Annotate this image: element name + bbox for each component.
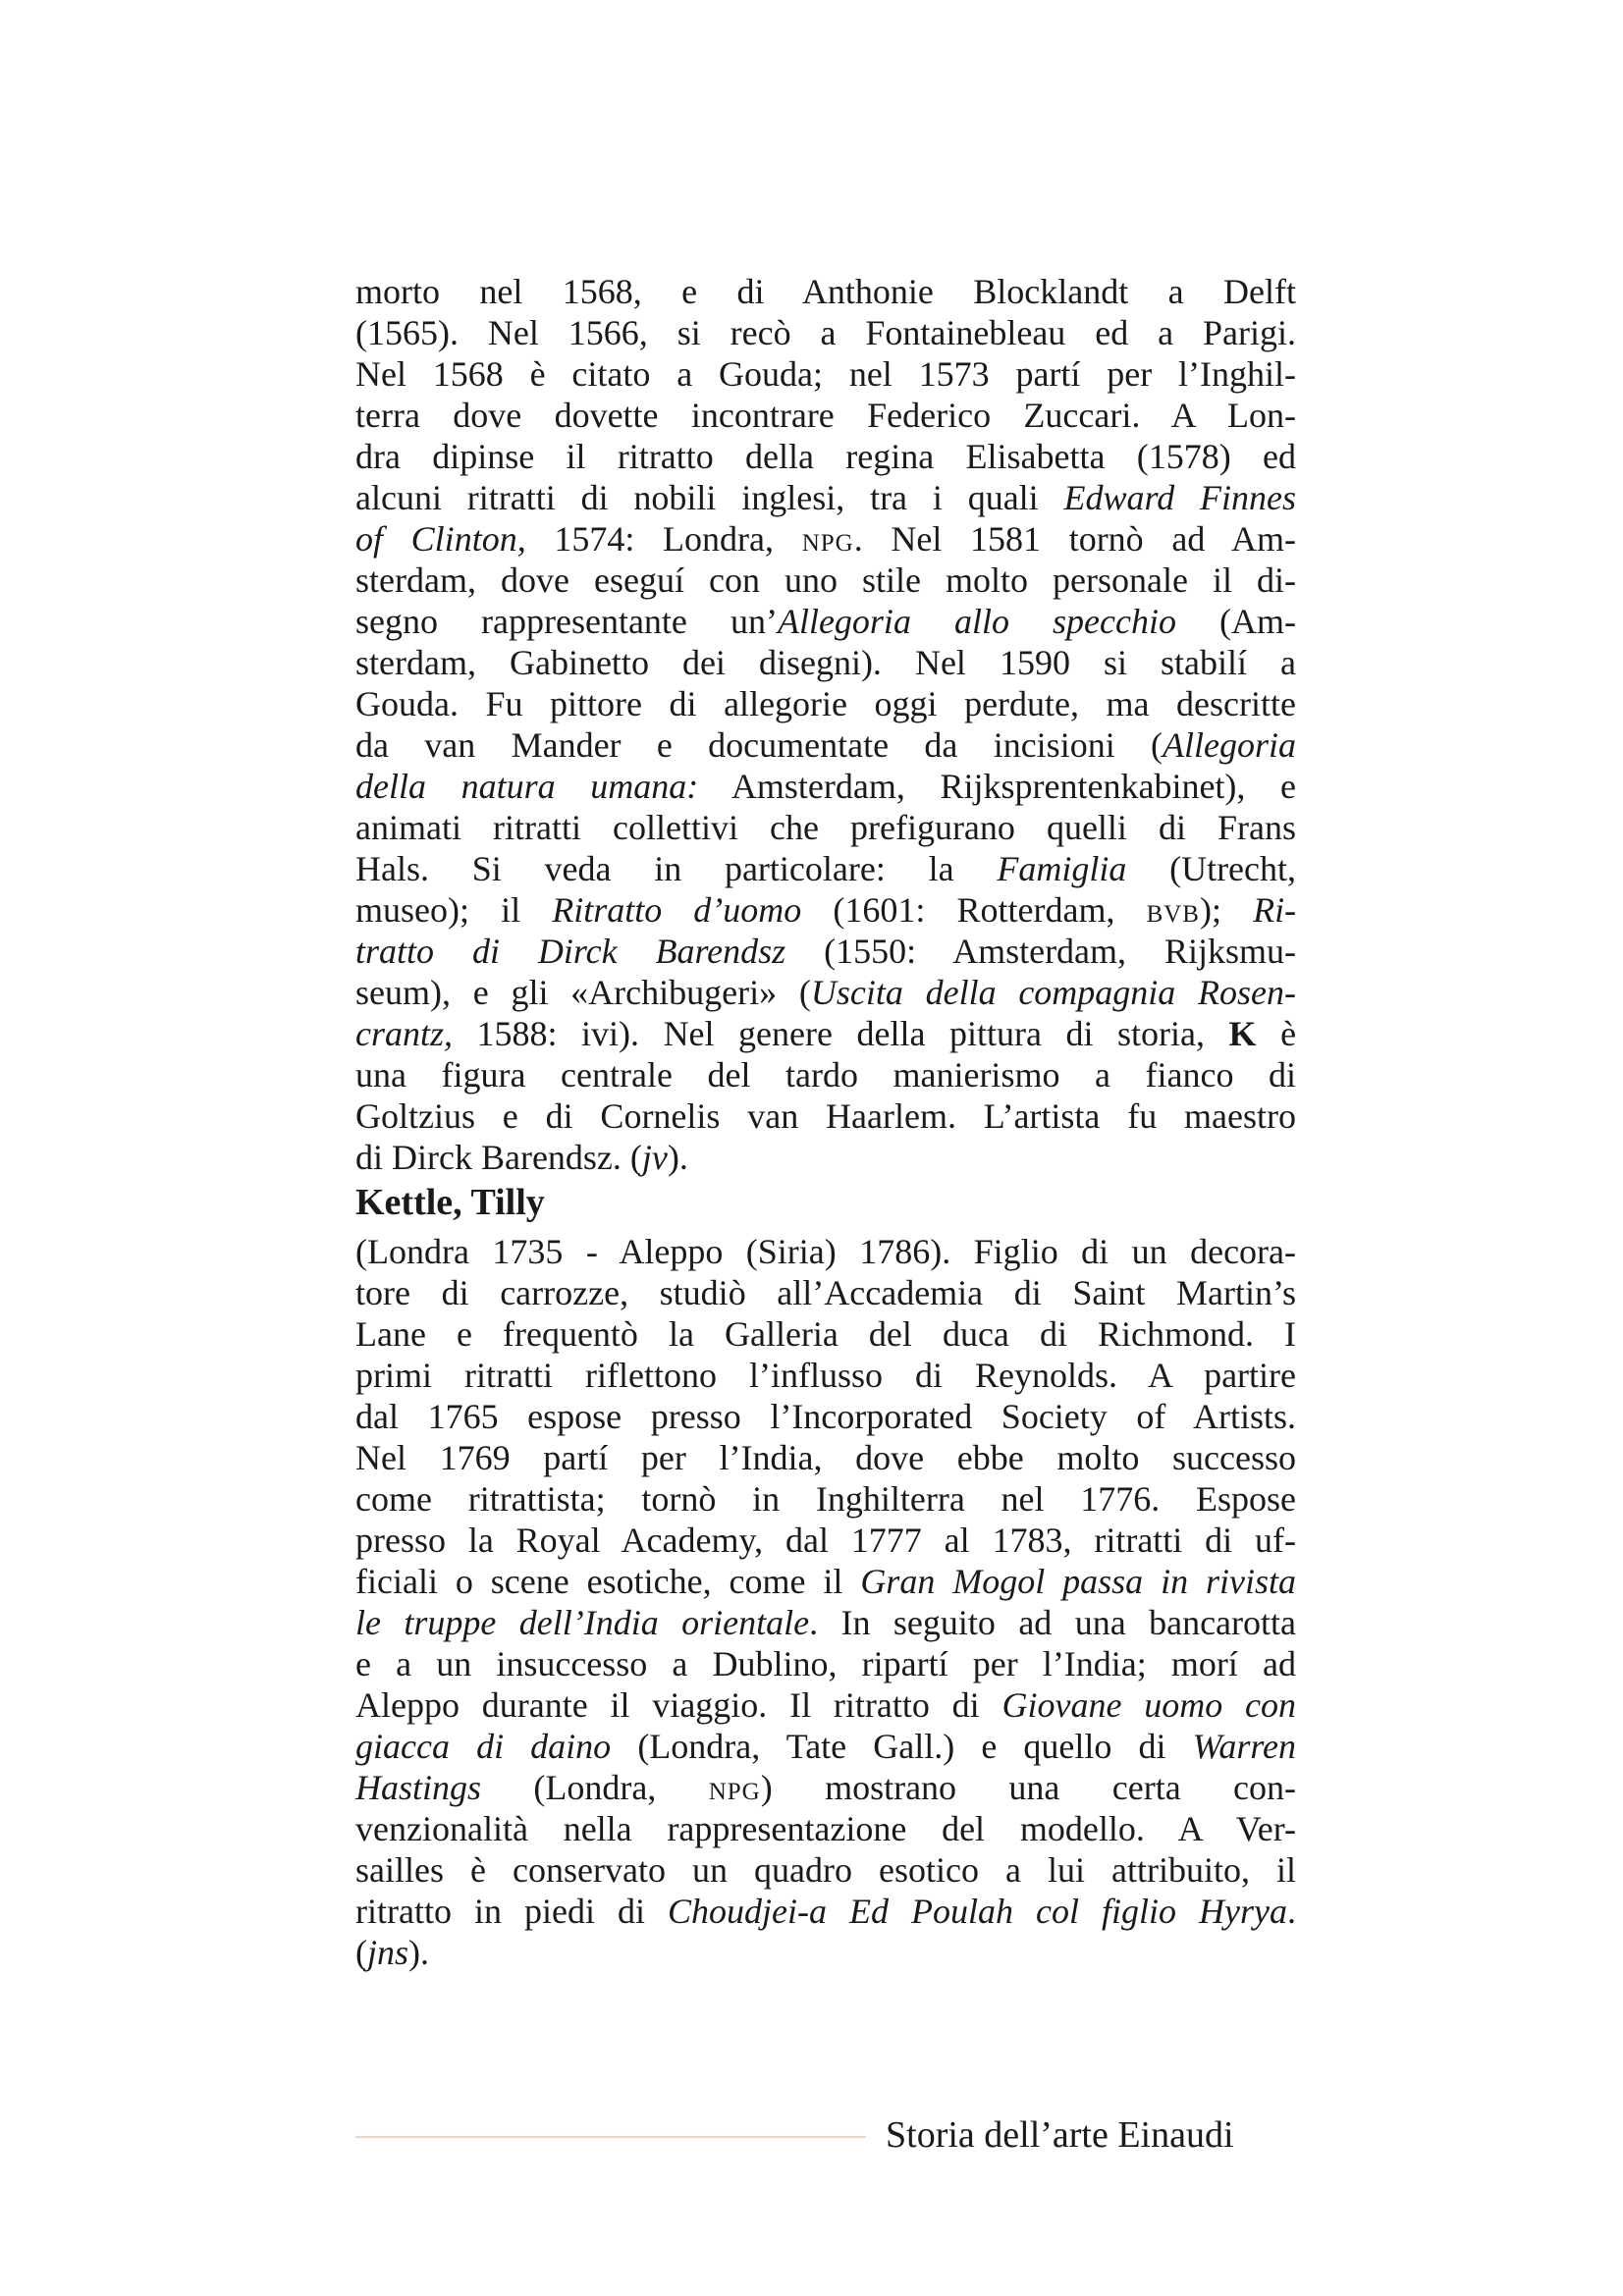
text-line: ficiali o scene esotiche, come il Gran Mogol passa in rivista: [355, 1562, 1296, 1601]
italic-title: tratto di Dirck Barendsz: [355, 932, 786, 971]
entry-body: [355, 1231, 1296, 1973]
entry-body-continued: [355, 271, 1296, 1178]
author-initials: jv: [641, 1138, 668, 1177]
abbreviation: BVB: [1146, 901, 1200, 928]
text-line: of Clinton, 1574: Londra, NPG. Nel 1581 tornò ad Am-: [355, 519, 1297, 559]
italic-title: le truppe dell’India orientale: [355, 1603, 810, 1642]
abbreviation: NPG: [708, 1779, 761, 1805]
italic-title: crantz,: [355, 1014, 453, 1053]
text-line: Hals. Si veda in particolare: la Famiglia (Utrecht,: [355, 849, 1297, 888]
text-line: museo); il Ritratto d’uomo (1601: Rotterdam, BVB); Ri-: [355, 890, 1297, 930]
italic-title: giacca di daino: [355, 1727, 612, 1766]
italic-title: Ri-: [1253, 890, 1297, 930]
italic-title: of Clinton,: [355, 519, 526, 559]
text-line: presso la Royal Academy, dal 1777 al 1783, ritratti di uf-: [355, 1521, 1296, 1560]
text-line: dra dipinse il ritratto della regina Elisabetta (1578) ed: [355, 437, 1296, 476]
text-line: le truppe dell’India orientale. In seguito ad una bancarotta: [355, 1603, 1296, 1642]
text-line: crantz, 1588: ivi). Nel genere della pittura di storia, K è: [355, 1014, 1297, 1053]
text-line: e a un insuccesso a Dublino, ripartí per l’India; morí ad: [355, 1644, 1296, 1683]
text-line: ritratto in piedi di Choudjei-a Ed Poulah col figlio Hyrya.: [355, 1892, 1297, 1931]
italic-title: della natura umana:: [355, 767, 699, 806]
text-line: terra dove dovette incontrare Federico Zuccari. A Lon-: [355, 396, 1296, 435]
italic-title: Warren: [1192, 1727, 1297, 1766]
italic-title: Hastings: [355, 1768, 482, 1807]
text-line: venzionalità nella rappresentazione del modello. A Ver-: [355, 1809, 1296, 1848]
text-line: seum), e gli «Archibugeri» (Uscita della compagnia Rosen-: [355, 973, 1297, 1012]
italic-title: Uscita della compagnia Rosen-: [810, 973, 1297, 1012]
text-line: segno rappresentante un’Allegoria allo specchio (Am-: [355, 602, 1297, 641]
italic-title: Gran Mogol passa in rivista: [860, 1562, 1296, 1601]
footer-publisher-label: Storia dell’arte Einaudi: [886, 2114, 1234, 2156]
text-line: Lane e frequentò la Galleria del duca di Richmond. I: [355, 1314, 1296, 1354]
abbreviation: NPG: [801, 530, 854, 557]
text-line: Nel 1568 è citato a Gouda; nel 1573 partí per l’Inghil-: [355, 354, 1296, 394]
italic-title: Allegoria allo specchio: [777, 602, 1176, 641]
italic-title: Allegoria: [1163, 725, 1296, 765]
text-line: sailles è conservato un quadro esotico a lui attribuito, il: [355, 1850, 1296, 1890]
text-line: (Londra 1735 - Aleppo (Siria) 1786). Figlio di un decora-: [355, 1232, 1296, 1271]
author-initials: jns: [367, 1933, 409, 1972]
italic-title: Choudjei-a Ed Poulah col figlio Hyrya: [668, 1892, 1288, 1931]
text-line: (jns).: [355, 1933, 430, 1972]
text-line: Goltzius e di Cornelis van Haarlem. L’artista fu maestro: [355, 1096, 1296, 1136]
text-line: della natura umana: Amsterdam, Rijksprentenkabinet), e: [355, 767, 1297, 806]
text-line: sterdam, dove eseguí con uno stile molto personale il di-: [355, 561, 1296, 600]
text-line: di Dirck Barendsz. (jv).: [355, 1138, 688, 1177]
text-line: tore di carrozze, studiò all’Accademia di Saint Martin’s: [355, 1273, 1296, 1312]
italic-title: Ritratto d’uomo: [552, 890, 802, 930]
text-line: primi ritratti riflettono l’influsso di Reynolds. A partire: [355, 1356, 1296, 1395]
bold-initial: K: [1228, 1014, 1257, 1053]
text-line: alcuni ritratti di nobili inglesi, tra i quali Edward Finnes: [355, 478, 1296, 517]
text-line: Hastings (Londra, NPG) mostrano una certa con-: [355, 1768, 1296, 1807]
italic-title: Giovane uomo con: [1001, 1685, 1297, 1725]
text-line: come ritrattista; tornò in Inghilterra nel 1776. Espose: [355, 1479, 1296, 1519]
text-line: una figura centrale del tardo manierismo a fianco di: [355, 1055, 1296, 1095]
text-line: Nel 1769 partí per l’India, dove ebbe molto successo: [355, 1438, 1296, 1477]
text-line: dal 1765 espose presso l’Incorporated Society of Artists.: [355, 1397, 1296, 1436]
text-line: Gouda. Fu pittore di allegorie oggi perdute, ma descritte: [355, 684, 1296, 723]
text-line: morto nel 1568, e di Anthonie Blocklandt a Delft: [355, 272, 1296, 311]
italic-title: Famiglia: [997, 849, 1127, 888]
text-line: (1565). Nel 1566, si recò a Fontainebleau ed a Parigi.: [355, 313, 1296, 352]
text-line: sterdam, Gabinetto dei disegni). Nel 1590 si stabilí a: [355, 643, 1296, 682]
text-line: Aleppo durante il viaggio. Il ritratto di Giovane uomo con: [355, 1685, 1297, 1725]
entry-title: Kettle, Tilly: [355, 1182, 545, 1223]
text-line: giacca di daino (Londra, Tate Gall.) e quello di Warren: [355, 1727, 1297, 1766]
italic-title: Edward Finnes: [1063, 478, 1296, 517]
text-line: da van Mander e documentate da incisioni (Allegoria: [355, 725, 1296, 765]
text-line: tratto di Dirck Barendsz (1550: Amsterdam, Rijksmu-: [355, 932, 1297, 971]
text-line: animati ritratti collettivi che prefigurano quelli di Frans: [355, 808, 1296, 847]
footer-divider: [355, 2136, 866, 2138]
